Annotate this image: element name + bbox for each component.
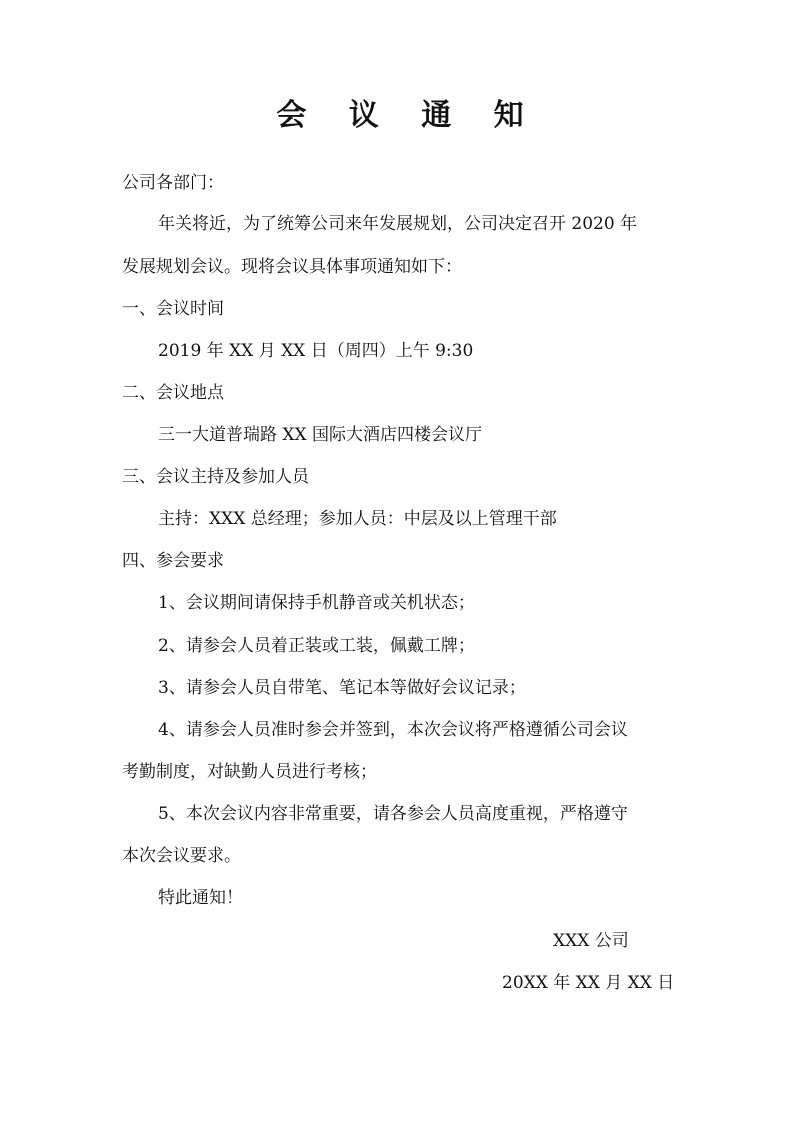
section-attendees-heading: 三、会议主持及参加人员 — [122, 467, 309, 487]
section-attendees-content: 主持：XXX 总经理；参加人员：中层及以上管理干部 — [158, 509, 557, 529]
requirement-item-4-line-1: 4、请参会人员准时参会并签到，本次会议将严格遵循公司会议 — [158, 720, 628, 740]
requirement-item-5-line-1: 5、本次会议内容非常重要，请各参会人员高度重视，严格遵守 — [158, 804, 628, 824]
section-time-content: 2019 年 XX 月 XX 日（周四）上午 9:30 — [158, 341, 474, 361]
section-time-heading: 一、会议时间 — [122, 299, 224, 319]
requirement-item-1: 1、会议期间请保持手机静音或关机状态； — [158, 593, 475, 613]
signature-company: XXX 公司 — [553, 931, 629, 951]
salutation: 公司各部门： — [122, 173, 224, 193]
requirement-item-4-line-2: 考勤制度，对缺勤人员进行考核； — [122, 762, 377, 782]
section-requirements-heading: 四、参会要求 — [122, 551, 224, 571]
requirement-item-3: 3、请参会人员自带笔、笔记本等做好会议记录； — [158, 678, 526, 698]
intro-line-1: 年关将近，为了统筹公司来年发展规划，公司决定召开 2020 年 — [158, 214, 638, 234]
notice-title: 会 议 通 知 — [276, 98, 540, 133]
requirement-item-5-line-2: 本次会议要求。 — [122, 846, 241, 866]
requirement-item-2: 2、请参会人员着正装或工装，佩戴工牌； — [158, 636, 475, 656]
section-location-heading: 二、会议地点 — [122, 383, 224, 403]
signature-date: 20XX 年 XX 月 XX 日 — [502, 973, 675, 993]
intro-line-2: 发展规划会议。现将会议具体事项通知如下： — [122, 257, 462, 277]
closing-text: 特此通知！ — [158, 888, 243, 908]
section-location-content: 三一大道普瑞路 XX 国际大酒店四楼会议厅 — [158, 425, 483, 445]
